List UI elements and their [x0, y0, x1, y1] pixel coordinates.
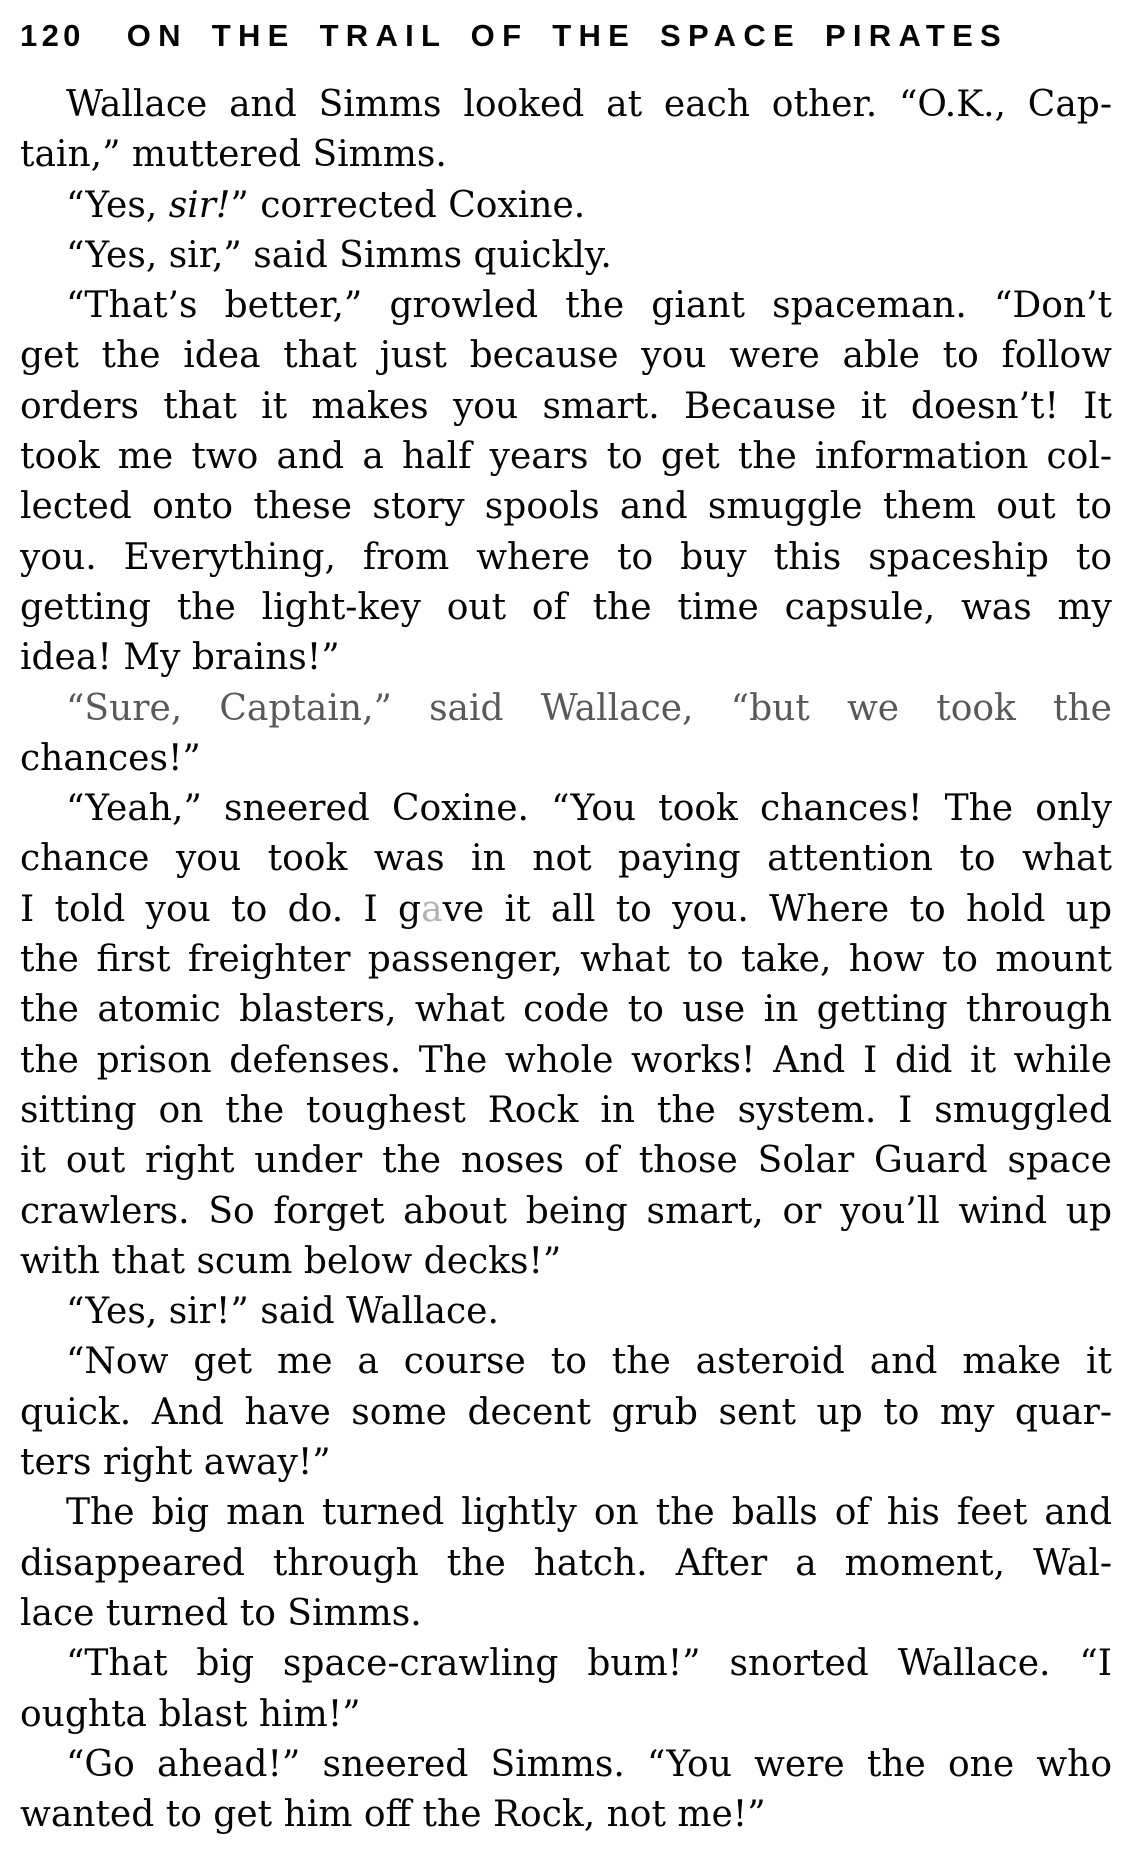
text-line: [20, 583, 1112, 633]
text-segment: tain,” muttered Simms.: [20, 134, 447, 176]
text-segment: sir!: [168, 184, 231, 226]
text-segment: it out right under the noses of those Solar Guard space: [20, 1140, 1112, 1182]
text-line: [20, 1036, 1112, 1086]
text-line: [20, 80, 1112, 130]
text-segment: quick. And have some decent grub sent up to my quar-: [20, 1391, 1112, 1433]
text-segment: idea! My brains!”: [20, 637, 340, 679]
text-segment: “Yes, sir,” said Simms quickly.: [66, 234, 612, 276]
text-line: [20, 734, 1112, 784]
text-line: [20, 1539, 1112, 1589]
text-segment: took me two and a half years to get the information col-: [20, 436, 1112, 478]
text-segment: I told you to do. I g: [20, 888, 422, 930]
text-line: [20, 231, 1112, 281]
text-segment: “Sure, Captain,” said Wallace, “but we took the: [66, 687, 1112, 729]
text-segment: ve it all to you. Where to hold up: [442, 888, 1112, 930]
text-segment: wanted to get him off the Rock, not me!”: [20, 1794, 766, 1836]
text-line: [20, 633, 1112, 683]
text-segment: The big man turned lightly on the balls of his feet and: [66, 1492, 1112, 1534]
text-line: [20, 1690, 1112, 1740]
text-line: [20, 1337, 1112, 1387]
text-line: [20, 1438, 1112, 1488]
text-line: [20, 1187, 1112, 1237]
text-segment: with that scum below decks!”: [20, 1240, 562, 1282]
text-segment: “Go ahead!” sneered Simms. “You were the one who: [66, 1743, 1112, 1785]
text-segment: the atomic blasters, what code to use in getting through: [20, 989, 1112, 1031]
text-line: [20, 1287, 1112, 1337]
text-line: [20, 130, 1112, 180]
text-segment: sitting on the toughest Rock in the system. I smuggled: [20, 1089, 1112, 1131]
text-segment: the prison defenses. The whole works! And I did it while: [20, 1039, 1112, 1081]
text-segment: lace turned to Simms.: [20, 1592, 422, 1634]
text-segment: lected onto these story spools and smuggle them out to: [20, 486, 1112, 528]
text-segment: getting the light-key out of the time capsule, was my: [20, 586, 1112, 628]
text-line: [20, 935, 1112, 985]
text-segment: “Yes, sir!” said Wallace.: [66, 1291, 499, 1333]
text-line: [20, 1237, 1112, 1287]
text-segment: chance you took was in not paying attention to what: [20, 838, 1112, 880]
text-segment: “Yeah,” sneered Coxine. “You took chances! The only: [66, 788, 1112, 830]
text-segment: ” corrected Coxine.: [230, 184, 586, 226]
text-segment: chances!”: [20, 737, 201, 779]
text-segment: a: [421, 888, 443, 930]
text-segment: orders that it makes you smart. Because it doesn’t! It: [20, 385, 1112, 427]
text-line: [20, 684, 1112, 734]
text-line: [20, 1488, 1112, 1538]
text-segment: Wallace and Simms looked at each other. “O.K., Cap-: [66, 84, 1112, 125]
text-line: [20, 1388, 1112, 1438]
page-number: 120: [20, 18, 85, 53]
text-line: [20, 331, 1112, 381]
text-segment: get the idea that just because you were able to follow: [20, 335, 1112, 377]
text-segment: crawlers. So forget about being smart, or you’ll wind up: [20, 1190, 1112, 1232]
page-header: [20, 16, 1112, 56]
text-segment: ters right away!”: [20, 1442, 331, 1484]
text-line: [20, 834, 1112, 884]
text-segment: “That’s better,” growled the giant spaceman. “Don’t: [66, 285, 1112, 327]
text-line: [20, 281, 1112, 331]
text-line: [20, 1639, 1112, 1689]
text-line: [20, 1740, 1112, 1790]
text-line: [20, 432, 1112, 482]
text-line: [20, 985, 1112, 1035]
text-line: [20, 533, 1112, 583]
text-segment: “Now get me a course to the asteroid and make it: [66, 1341, 1112, 1383]
text-line: [20, 181, 1112, 231]
text-segment: you. Everything, from where to buy this spaceship to: [20, 536, 1112, 578]
text-line: [20, 885, 1112, 935]
text-line: [20, 1136, 1112, 1186]
text-line: [20, 482, 1112, 532]
text-segment: the first freighter passenger, what to take, how to mount: [20, 939, 1112, 981]
page-body: [20, 80, 1112, 1840]
text-segment: “Yes,: [66, 184, 169, 226]
text-segment: disappeared through the hatch. After a moment, Wal-: [20, 1542, 1112, 1584]
text-segment: “That big space-crawling bum!” snorted Wallace. “I: [66, 1643, 1112, 1685]
text-line: [20, 382, 1112, 432]
running-title: ON THE TRAIL OF THE SPACE PIRATES: [126, 18, 1008, 53]
text-line: [20, 784, 1112, 834]
text-line: [20, 1589, 1112, 1639]
text-line: [20, 1086, 1112, 1136]
text-line: [20, 1790, 1112, 1840]
text-segment: oughta blast him!”: [20, 1693, 361, 1735]
